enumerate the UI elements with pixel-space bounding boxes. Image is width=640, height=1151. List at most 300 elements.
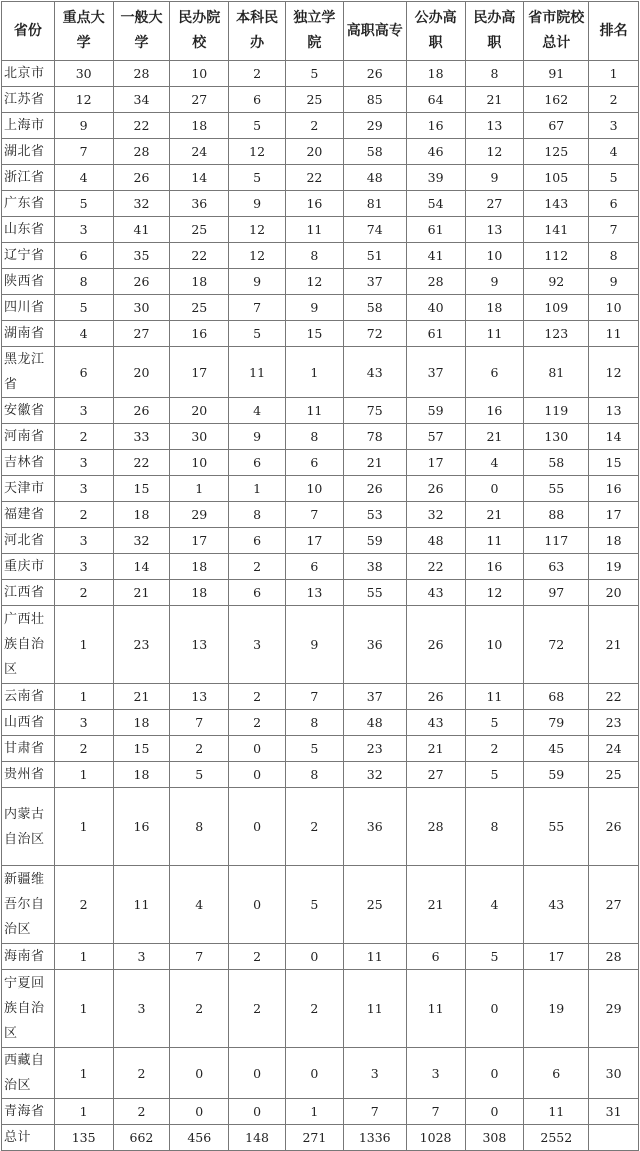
value-cell: 4 xyxy=(465,866,524,944)
value-cell: 18 xyxy=(113,710,170,736)
value-cell: 78 xyxy=(343,424,406,450)
value-cell: 43 xyxy=(343,347,406,398)
value-cell: 456 xyxy=(170,1125,229,1151)
value-cell: 26 xyxy=(113,398,170,424)
value-cell: 3 xyxy=(54,710,113,736)
value-cell: 72 xyxy=(343,321,406,347)
value-cell: 28 xyxy=(113,61,170,87)
value-cell: 16 xyxy=(465,398,524,424)
value-cell: 2 xyxy=(285,788,343,866)
value-cell: 3 xyxy=(343,1048,406,1099)
value-cell: 28 xyxy=(406,269,465,295)
value-cell: 13 xyxy=(170,684,229,710)
value-cell: 3 xyxy=(113,970,170,1048)
value-cell: 2 xyxy=(170,736,229,762)
value-cell: 30 xyxy=(113,295,170,321)
value-cell: 26 xyxy=(406,606,465,684)
value-cell: 2 xyxy=(229,944,286,970)
value-cell: 18 xyxy=(113,502,170,528)
value-cell: 36 xyxy=(170,191,229,217)
value-cell: 16 xyxy=(170,321,229,347)
value-cell: 22 xyxy=(113,113,170,139)
value-cell: 9 xyxy=(229,424,286,450)
value-cell: 29 xyxy=(343,113,406,139)
value-cell: 22 xyxy=(170,243,229,269)
value-cell: 9 xyxy=(54,113,113,139)
value-cell: 8 xyxy=(170,788,229,866)
value-cell: 6 xyxy=(229,580,286,606)
value-cell: 81 xyxy=(524,347,589,398)
table-row xyxy=(2,1048,639,1099)
value-cell: 0 xyxy=(229,866,286,944)
table-row xyxy=(2,398,639,424)
value-cell: 36 xyxy=(343,788,406,866)
column-header: 排名 xyxy=(589,2,639,61)
value-cell: 28 xyxy=(406,788,465,866)
value-cell: 21 xyxy=(406,866,465,944)
value-cell: 7 xyxy=(285,684,343,710)
province-cell: 内蒙古自治区 xyxy=(2,788,55,866)
value-cell: 148 xyxy=(229,1125,286,1151)
value-cell: 11 xyxy=(343,970,406,1048)
value-cell: 0 xyxy=(229,736,286,762)
table-row xyxy=(2,528,639,554)
value-cell: 6 xyxy=(406,944,465,970)
province-cell: 宁夏回族自治区 xyxy=(2,970,55,1048)
value-cell: 26 xyxy=(343,476,406,502)
value-cell: 59 xyxy=(406,398,465,424)
value-cell: 16 xyxy=(113,788,170,866)
province-cell: 江西省 xyxy=(2,580,55,606)
value-cell: 13 xyxy=(285,580,343,606)
value-cell: 119 xyxy=(524,398,589,424)
value-cell: 3 xyxy=(229,606,286,684)
value-cell: 2 xyxy=(54,866,113,944)
value-cell: 10 xyxy=(170,450,229,476)
province-cell: 天津市 xyxy=(2,476,55,502)
header-row xyxy=(2,2,639,61)
value-cell: 0 xyxy=(229,1048,286,1099)
value-cell: 10 xyxy=(465,606,524,684)
value-cell: 7 xyxy=(54,139,113,165)
value-cell: 15 xyxy=(589,450,639,476)
value-cell: 22 xyxy=(113,450,170,476)
value-cell: 88 xyxy=(524,502,589,528)
value-cell: 29 xyxy=(170,502,229,528)
table-row xyxy=(2,684,639,710)
value-cell: 11 xyxy=(406,970,465,1048)
value-cell: 14 xyxy=(170,165,229,191)
value-cell: 6 xyxy=(229,528,286,554)
column-header: 高职高专 xyxy=(343,2,406,61)
value-cell: 23 xyxy=(343,736,406,762)
value-cell: 19 xyxy=(524,970,589,1048)
province-cell: 山东省 xyxy=(2,217,55,243)
table-row xyxy=(2,606,639,684)
value-cell: 143 xyxy=(524,191,589,217)
value-cell: 11 xyxy=(524,1099,589,1125)
value-cell: 0 xyxy=(285,944,343,970)
value-cell: 13 xyxy=(170,606,229,684)
value-cell: 11 xyxy=(465,528,524,554)
value-cell: 10 xyxy=(285,476,343,502)
value-cell: 5 xyxy=(229,165,286,191)
value-cell: 662 xyxy=(113,1125,170,1151)
value-cell: 32 xyxy=(406,502,465,528)
value-cell: 41 xyxy=(406,243,465,269)
value-cell: 85 xyxy=(343,87,406,113)
value-cell: 11 xyxy=(229,347,286,398)
value-cell: 12 xyxy=(589,347,639,398)
province-cell: 黑龙江省 xyxy=(2,347,55,398)
value-cell: 10 xyxy=(465,243,524,269)
value-cell: 26 xyxy=(113,165,170,191)
value-cell: 6 xyxy=(229,450,286,476)
province-cell: 河北省 xyxy=(2,528,55,554)
table-row xyxy=(2,269,639,295)
value-cell: 2 xyxy=(229,684,286,710)
table-row xyxy=(2,347,639,398)
column-header: 省市院校总计 xyxy=(524,2,589,61)
value-cell: 63 xyxy=(524,554,589,580)
value-cell: 12 xyxy=(465,139,524,165)
value-cell: 17 xyxy=(589,502,639,528)
value-cell: 0 xyxy=(229,762,286,788)
value-cell: 3 xyxy=(54,554,113,580)
value-cell: 11 xyxy=(113,866,170,944)
value-cell: 0 xyxy=(170,1099,229,1125)
value-cell: 48 xyxy=(343,710,406,736)
column-header: 民办高职 xyxy=(465,2,524,61)
value-cell: 58 xyxy=(524,450,589,476)
province-cell: 江苏省 xyxy=(2,87,55,113)
value-cell: 61 xyxy=(406,217,465,243)
table-row xyxy=(2,970,639,1048)
table-row xyxy=(2,165,639,191)
value-cell: 3 xyxy=(54,476,113,502)
value-cell: 32 xyxy=(113,191,170,217)
value-cell: 2 xyxy=(54,424,113,450)
value-cell: 12 xyxy=(465,580,524,606)
value-cell: 0 xyxy=(465,1099,524,1125)
province-cell: 湖北省 xyxy=(2,139,55,165)
value-cell: 53 xyxy=(343,502,406,528)
value-cell: 13 xyxy=(465,113,524,139)
value-cell: 26 xyxy=(406,476,465,502)
value-cell: 2 xyxy=(54,502,113,528)
value-cell: 5 xyxy=(54,295,113,321)
value-cell: 9 xyxy=(589,269,639,295)
value-cell: 55 xyxy=(343,580,406,606)
province-cell: 广西壮族自治区 xyxy=(2,606,55,684)
value-cell: 6 xyxy=(524,1048,589,1099)
value-cell: 16 xyxy=(406,113,465,139)
value-cell: 2 xyxy=(229,710,286,736)
value-cell: 14 xyxy=(589,424,639,450)
value-cell: 81 xyxy=(343,191,406,217)
value-cell: 1 xyxy=(54,970,113,1048)
value-cell: 7 xyxy=(406,1099,465,1125)
value-cell: 12 xyxy=(229,217,286,243)
value-cell: 16 xyxy=(589,476,639,502)
value-cell: 68 xyxy=(524,684,589,710)
value-cell: 92 xyxy=(524,269,589,295)
value-cell: 5 xyxy=(285,736,343,762)
value-cell: 97 xyxy=(524,580,589,606)
value-cell: 2 xyxy=(285,970,343,1048)
value-cell: 0 xyxy=(170,1048,229,1099)
province-cell: 重庆市 xyxy=(2,554,55,580)
value-cell: 26 xyxy=(589,788,639,866)
value-cell: 3 xyxy=(406,1048,465,1099)
value-cell: 6 xyxy=(589,191,639,217)
value-cell: 30 xyxy=(54,61,113,87)
value-cell: 1 xyxy=(54,944,113,970)
value-cell: 0 xyxy=(229,788,286,866)
value-cell: 2 xyxy=(113,1099,170,1125)
value-cell: 1 xyxy=(54,1099,113,1125)
value-cell: 4 xyxy=(589,139,639,165)
value-cell: 11 xyxy=(285,217,343,243)
value-cell: 17 xyxy=(406,450,465,476)
value-cell: 27 xyxy=(113,321,170,347)
table-row xyxy=(2,87,639,113)
value-cell: 123 xyxy=(524,321,589,347)
value-cell: 25 xyxy=(170,295,229,321)
table-row xyxy=(2,139,639,165)
province-cell: 上海市 xyxy=(2,113,55,139)
value-cell: 10 xyxy=(170,61,229,87)
value-cell: 5 xyxy=(285,866,343,944)
value-cell: 64 xyxy=(406,87,465,113)
value-cell: 35 xyxy=(113,243,170,269)
value-cell: 25 xyxy=(343,866,406,944)
value-cell: 27 xyxy=(170,87,229,113)
province-cell: 甘肃省 xyxy=(2,736,55,762)
value-cell: 26 xyxy=(406,684,465,710)
value-cell: 23 xyxy=(589,710,639,736)
table-row xyxy=(2,243,639,269)
value-cell: 4 xyxy=(229,398,286,424)
value-cell: 1 xyxy=(54,788,113,866)
value-cell: 1 xyxy=(54,684,113,710)
value-cell: 3 xyxy=(54,398,113,424)
value-cell: 18 xyxy=(113,762,170,788)
value-cell: 18 xyxy=(170,113,229,139)
value-cell: 8 xyxy=(285,762,343,788)
value-cell: 1 xyxy=(54,1048,113,1099)
value-cell: 5 xyxy=(170,762,229,788)
province-cell: 辽宁省 xyxy=(2,243,55,269)
value-cell: 23 xyxy=(113,606,170,684)
value-cell: 0 xyxy=(465,1048,524,1099)
province-cell: 青海省 xyxy=(2,1099,55,1125)
value-cell: 22 xyxy=(589,684,639,710)
value-cell: 21 xyxy=(113,580,170,606)
value-cell: 130 xyxy=(524,424,589,450)
value-cell: 11 xyxy=(343,944,406,970)
province-cell: 湖南省 xyxy=(2,321,55,347)
value-cell: 67 xyxy=(524,113,589,139)
value-cell: 26 xyxy=(343,61,406,87)
value-cell: 21 xyxy=(343,450,406,476)
value-cell: 1028 xyxy=(406,1125,465,1151)
province-cell: 福建省 xyxy=(2,502,55,528)
value-cell: 8 xyxy=(285,243,343,269)
value-cell: 2 xyxy=(54,580,113,606)
table-row xyxy=(2,1099,639,1125)
value-cell: 32 xyxy=(343,762,406,788)
value-cell: 10 xyxy=(589,295,639,321)
province-cell: 河南省 xyxy=(2,424,55,450)
value-cell: 4 xyxy=(465,450,524,476)
province-cell: 吉林省 xyxy=(2,450,55,476)
value-cell: 18 xyxy=(465,295,524,321)
value-cell: 22 xyxy=(406,554,465,580)
value-cell: 0 xyxy=(465,970,524,1048)
value-cell: 1336 xyxy=(343,1125,406,1151)
table-row xyxy=(2,866,639,944)
value-cell: 2 xyxy=(113,1048,170,1099)
value-cell: 4 xyxy=(54,165,113,191)
value-cell: 46 xyxy=(406,139,465,165)
value-cell: 25 xyxy=(170,217,229,243)
value-cell: 20 xyxy=(285,139,343,165)
value-cell: 109 xyxy=(524,295,589,321)
value-cell: 7 xyxy=(285,502,343,528)
value-cell: 72 xyxy=(524,606,589,684)
value-cell: 20 xyxy=(113,347,170,398)
value-cell: 135 xyxy=(54,1125,113,1151)
value-cell: 28 xyxy=(589,944,639,970)
value-cell: 11 xyxy=(285,398,343,424)
province-cell: 四川省 xyxy=(2,295,55,321)
value-cell: 51 xyxy=(343,243,406,269)
value-cell: 5 xyxy=(589,165,639,191)
value-cell: 7 xyxy=(170,710,229,736)
value-cell: 9 xyxy=(465,165,524,191)
value-cell: 5 xyxy=(54,191,113,217)
province-cell: 云南省 xyxy=(2,684,55,710)
value-cell: 74 xyxy=(343,217,406,243)
value-cell: 6 xyxy=(285,450,343,476)
province-cell: 总计 xyxy=(2,1125,55,1151)
value-cell: 54 xyxy=(406,191,465,217)
value-cell: 17 xyxy=(524,944,589,970)
table-row xyxy=(2,295,639,321)
value-cell: 1 xyxy=(229,476,286,502)
value-cell: 19 xyxy=(589,554,639,580)
value-cell: 2 xyxy=(589,87,639,113)
value-cell: 2552 xyxy=(524,1125,589,1151)
value-cell: 2 xyxy=(54,736,113,762)
value-cell: 37 xyxy=(406,347,465,398)
value-cell: 4 xyxy=(54,321,113,347)
province-cell: 海南省 xyxy=(2,944,55,970)
value-cell: 25 xyxy=(285,87,343,113)
table-row xyxy=(2,321,639,347)
value-cell: 40 xyxy=(406,295,465,321)
value-cell: 8 xyxy=(465,61,524,87)
value-cell: 8 xyxy=(229,502,286,528)
table-row xyxy=(2,736,639,762)
value-cell: 8 xyxy=(465,788,524,866)
value-cell: 43 xyxy=(524,866,589,944)
value-cell: 7 xyxy=(229,295,286,321)
value-cell: 7 xyxy=(343,1099,406,1125)
value-cell: 5 xyxy=(229,113,286,139)
value-cell: 2 xyxy=(229,970,286,1048)
column-header: 本科民办 xyxy=(229,2,286,61)
value-cell: 91 xyxy=(524,61,589,87)
value-cell: 1 xyxy=(54,606,113,684)
value-cell: 27 xyxy=(465,191,524,217)
column-header: 民办院校 xyxy=(170,2,229,61)
value-cell: 17 xyxy=(170,347,229,398)
value-cell: 11 xyxy=(465,684,524,710)
value-cell: 9 xyxy=(229,269,286,295)
value-cell: 18 xyxy=(170,580,229,606)
value-cell: 6 xyxy=(229,87,286,113)
value-cell: 5 xyxy=(465,944,524,970)
value-cell: 33 xyxy=(113,424,170,450)
province-cell: 新疆维吾尔自治区 xyxy=(2,866,55,944)
value-cell: 5 xyxy=(465,710,524,736)
value-cell: 37 xyxy=(343,269,406,295)
table-row xyxy=(2,61,639,87)
value-cell: 6 xyxy=(54,243,113,269)
value-cell: 2 xyxy=(229,61,286,87)
table-body xyxy=(2,61,639,1151)
value-cell: 18 xyxy=(406,61,465,87)
table-row xyxy=(2,450,639,476)
province-cell: 西藏自治区 xyxy=(2,1048,55,1099)
value-cell: 162 xyxy=(524,87,589,113)
value-cell: 59 xyxy=(524,762,589,788)
value-cell: 12 xyxy=(229,243,286,269)
value-cell: 3 xyxy=(589,113,639,139)
table-row xyxy=(2,580,639,606)
value-cell: 55 xyxy=(524,476,589,502)
value-cell: 125 xyxy=(524,139,589,165)
value-cell: 0 xyxy=(465,476,524,502)
column-header: 公办高职 xyxy=(406,2,465,61)
value-cell: 29 xyxy=(589,970,639,1048)
table-row xyxy=(2,424,639,450)
value-cell: 2 xyxy=(285,113,343,139)
value-cell: 20 xyxy=(170,398,229,424)
value-cell: 11 xyxy=(589,321,639,347)
value-cell: 57 xyxy=(406,424,465,450)
value-cell: 8 xyxy=(285,424,343,450)
value-cell: 75 xyxy=(343,398,406,424)
value-cell: 24 xyxy=(170,139,229,165)
value-cell: 55 xyxy=(524,788,589,866)
value-cell: 2 xyxy=(465,736,524,762)
value-cell: 41 xyxy=(113,217,170,243)
value-cell: 17 xyxy=(170,528,229,554)
value-cell: 25 xyxy=(589,762,639,788)
value-cell: 18 xyxy=(170,554,229,580)
value-cell: 21 xyxy=(406,736,465,762)
value-cell: 14 xyxy=(113,554,170,580)
province-cell: 北京市 xyxy=(2,61,55,87)
value-cell: 8 xyxy=(589,243,639,269)
value-cell: 15 xyxy=(285,321,343,347)
value-cell: 1 xyxy=(285,347,343,398)
table-row xyxy=(2,944,639,970)
table-row xyxy=(2,762,639,788)
